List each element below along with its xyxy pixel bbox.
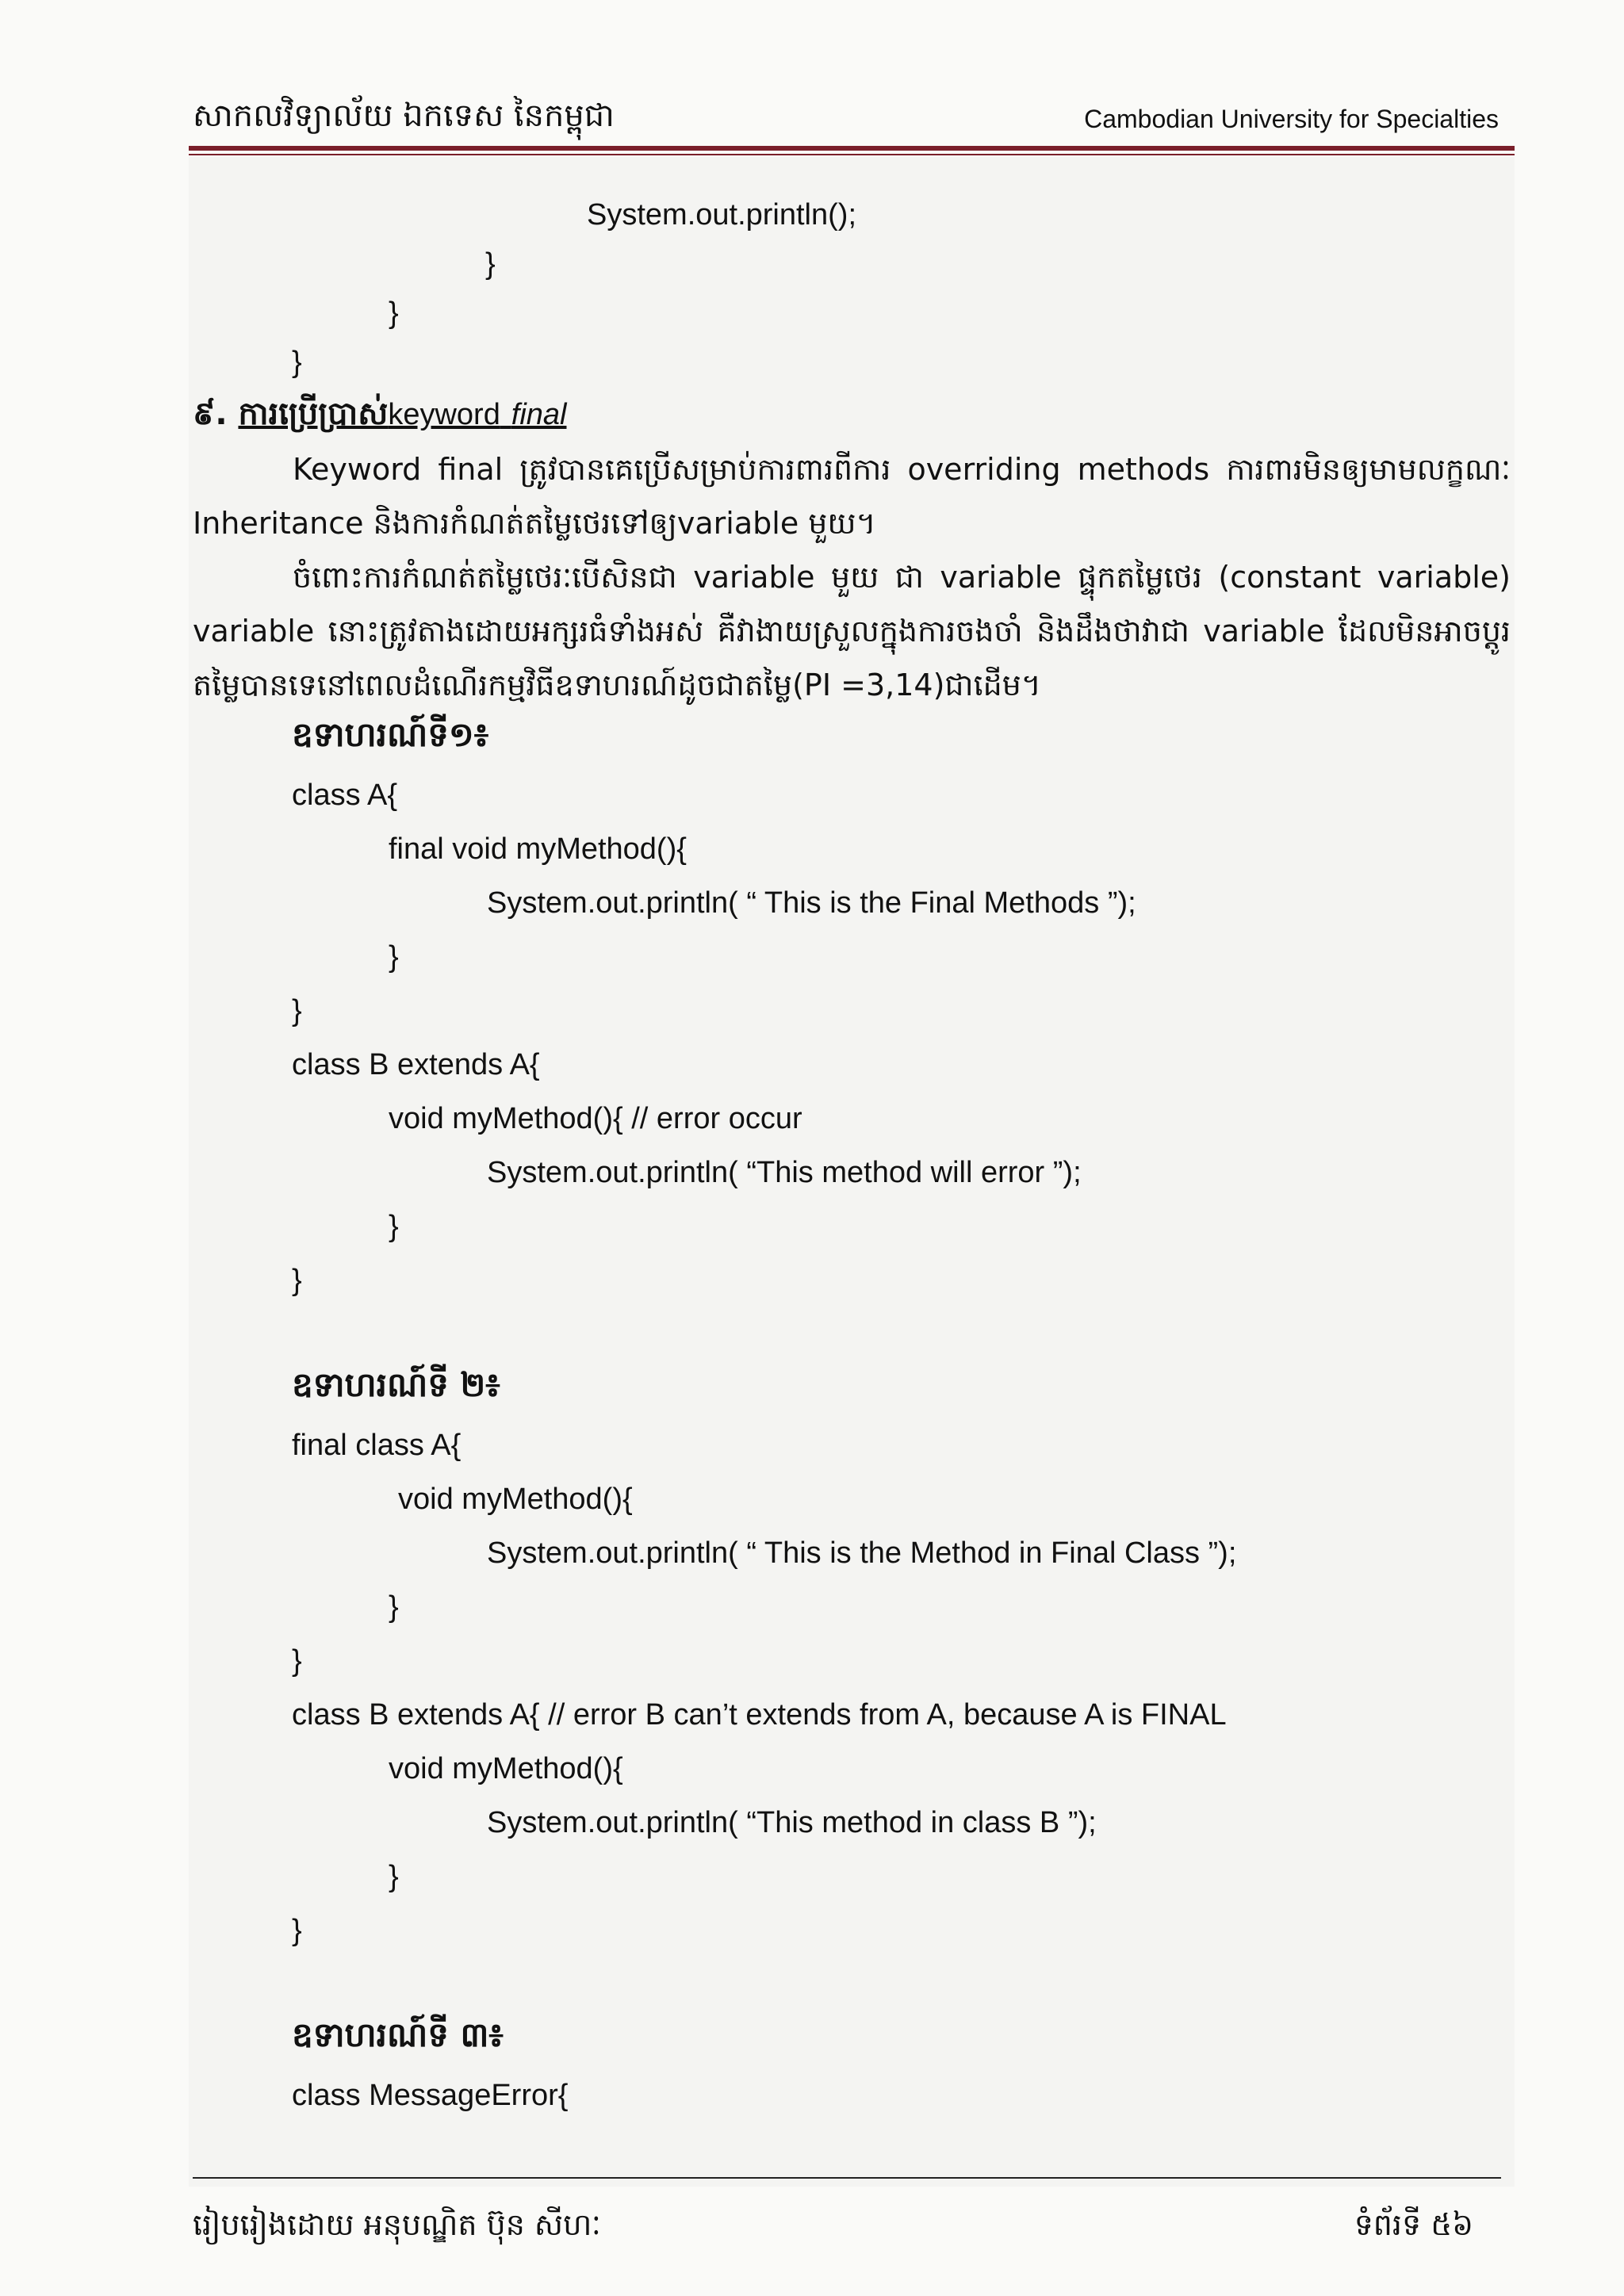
page-number: ទំព័រទី ៥៦ <box>1354 2207 1473 2242</box>
code-line: } <box>292 1644 302 1678</box>
code-line: } <box>389 1860 399 1893</box>
header-rule-thin <box>189 154 1515 155</box>
code-line: void myMethod(){ <box>389 1752 623 1785</box>
code-line: void myMethod(){ // error occur <box>389 1102 802 1135</box>
code-line: void myMethod(){ <box>398 1483 633 1516</box>
paragraph-text: ចំពោះការកំណត់តម្លៃថេរៈបើសិនជា variable មួយ ជា variable ផ្ទុកតម្លៃថេរ (constant variable) variable នោះត្រូវតាងដោយអក្សរធំទាំងអស់ គឺវាងាយស្រួលក្នុងការចងចាំ និងដឹងថាវាជា variable ដែលមិនអាចប្តូរតម្លៃបានទេនៅពេលដំណើរកម្មវិធីឧទាហរណ៍ដូចជាតម្លៃ(PI =3,14)ជាដើម។ <box>193 560 1511 702</box>
paragraph-keyword-final <box>193 442 1511 712</box>
section-title-kh: ការប្រើប្រាស់ <box>238 396 389 432</box>
header-university-kh: សាកលវិទ្យាល័យ ឯកទេស នៃកម្ពុជា <box>193 98 615 134</box>
code-line: } <box>389 940 399 974</box>
code-line: } <box>292 1264 302 1297</box>
code-line: System.out.println( “ This is the Method in Final Class ”); <box>487 1536 1237 1570</box>
code-line: } <box>292 346 302 379</box>
footer-author: រៀបរៀងដោយ អនុបណ្ឌិត ប៊ុន សីហៈ <box>193 2207 601 2242</box>
paragraph-text: Keyword final ត្រូវបានគេប្រើសម្រាប់ការពារពីការ overriding methods ការពារមិនឲ្យមាមលក្ខណៈ Inheritance និងការកំណត់តម្លៃថេរទៅឲ្យvariable មួយ។ <box>193 452 1511 541</box>
section-number: ៩. <box>193 396 228 432</box>
code-line: class B extends A{ // error B can’t extends from A, because A is FINAL <box>292 1698 1227 1732</box>
code-line: } <box>485 247 496 281</box>
code-line: System.out.println( “This method in class B ”); <box>487 1806 1097 1839</box>
code-line: } <box>292 994 302 1027</box>
section-heading <box>193 393 566 440</box>
code-line: final class A{ <box>292 1429 462 1462</box>
code-line: class MessageError{ <box>292 2079 569 2112</box>
footer-rule <box>193 2177 1501 2179</box>
code-line: } <box>292 1914 302 1947</box>
example-1-title: ឧទាហរណ៍ទី១៖ <box>292 715 489 754</box>
section-title-keyword: keyword <box>388 398 500 431</box>
example-2-title: ឧទាហរណ៍ទី ២៖ <box>292 1365 500 1404</box>
code-line: System.out.println( “This method will error ”); <box>487 1156 1082 1189</box>
code-line: } <box>389 1590 399 1624</box>
code-line: class B extends A{ <box>292 1048 540 1081</box>
header-rule <box>189 146 1515 151</box>
code-line: class A{ <box>292 779 398 812</box>
code-line: final void myMethod(){ <box>389 832 687 866</box>
code-line: } <box>389 297 399 330</box>
example-3-title: ឧទាហរណ៍ទី ៣៖ <box>292 2015 504 2054</box>
code-line: System.out.println(); <box>587 198 856 232</box>
header-university-en: Cambodian University for Specialties <box>1084 105 1499 133</box>
code-line: System.out.println( “ This is the Final Methods ”); <box>487 886 1136 920</box>
code-line: } <box>389 1210 399 1243</box>
section-title-final: final <box>511 398 567 431</box>
